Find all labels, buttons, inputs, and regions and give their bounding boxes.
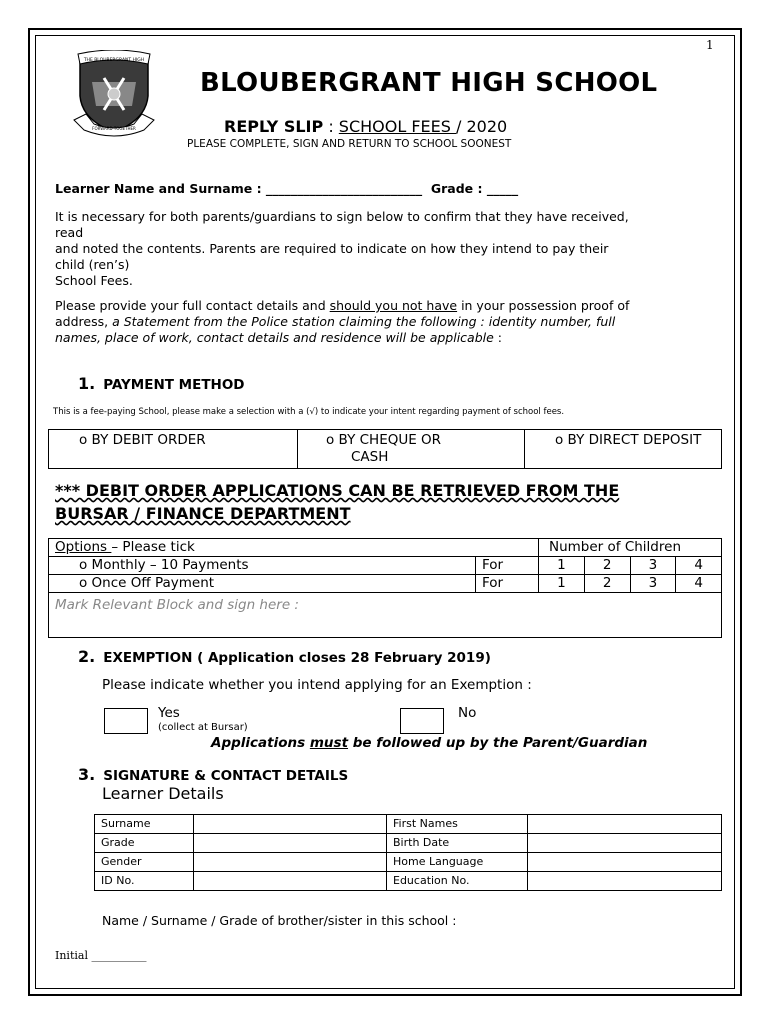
section-payment-method: 1. PAYMENT METHOD bbox=[78, 374, 245, 393]
crest-banner-bottom: FORWARD TOGETHER bbox=[92, 126, 136, 131]
once-child-4[interactable]: 4 bbox=[676, 575, 722, 593]
contact-details-paragraph: Please provide your full contact details and should you not have in your possession proof of address, a Statement from the Police station claiming the following : identity number, full names, place of work, contact details and residence will be applicable : bbox=[55, 298, 630, 345]
monthly-child-1[interactable]: 1 bbox=[539, 557, 585, 575]
for-label: For bbox=[476, 557, 539, 575]
school-crest-logo bbox=[72, 50, 156, 140]
once-off-option[interactable]: o Once Off Payment bbox=[49, 575, 476, 593]
initial-line[interactable]: Initial __________ bbox=[55, 949, 147, 962]
confirmation-paragraph: It is necessary for both parents/guardians to sign below to confirm that they have received, read and noted the contents. Parents are required to indicate on how they intend to pay their child (ren’s) School Fees. bbox=[55, 209, 629, 288]
surname-field[interactable] bbox=[194, 815, 387, 834]
for-label: For bbox=[476, 575, 539, 593]
first-names-field[interactable] bbox=[528, 815, 722, 834]
home-language-label: Home Language bbox=[387, 853, 528, 872]
education-no-field[interactable] bbox=[528, 872, 722, 891]
options-header: Options – Please tick bbox=[49, 539, 539, 557]
learner-name-grade-line[interactable]: Learner Name and Surname : _________________________ Grade : _____ bbox=[55, 181, 519, 196]
once-child-3[interactable]: 3 bbox=[630, 575, 676, 593]
learner-details-table bbox=[94, 814, 722, 891]
id-no-field[interactable] bbox=[194, 872, 387, 891]
crest-banner-top: THE BLOUBERGRANT HIGH bbox=[83, 58, 145, 63]
id-no-label: ID No. bbox=[95, 872, 194, 891]
collect-note: (collect at Bursar) bbox=[158, 722, 248, 733]
debit-order-warning: *** DEBIT ORDER APPLICATIONS CAN BE RETRIEVED FROM THE BURSAR / FINANCE DEPARTMENT bbox=[55, 481, 620, 523]
yes-label: Yes bbox=[158, 705, 180, 721]
gender-field[interactable] bbox=[194, 853, 387, 872]
exemption-question: Please indicate whether you intend applying for an Exemption : bbox=[102, 677, 532, 693]
no-checkbox[interactable] bbox=[400, 708, 444, 734]
no-label: No bbox=[458, 705, 477, 721]
once-child-2[interactable]: 2 bbox=[584, 575, 630, 593]
applications-note: Applications must be followed up by the Parent/Guardian bbox=[211, 735, 648, 751]
reply-slip-title: REPLY SLIP : SCHOOL FEES / 2020 bbox=[224, 117, 508, 136]
birth-date-label: Birth Date bbox=[387, 834, 528, 853]
monthly-child-2[interactable]: 2 bbox=[584, 557, 630, 575]
monthly-child-4[interactable]: 4 bbox=[676, 557, 722, 575]
grade-field[interactable] bbox=[194, 834, 387, 853]
signature-block[interactable]: Mark Relevant Block and sign here : bbox=[49, 593, 722, 638]
option-cheque-cash[interactable]: o BY CHEQUE OR CASH bbox=[298, 430, 525, 469]
page-number: 1 bbox=[706, 38, 714, 52]
birth-date-field[interactable] bbox=[528, 834, 722, 853]
monthly-option[interactable]: o Monthly – 10 Payments bbox=[49, 557, 476, 575]
section-exemption: 2. EXEMPTION ( Application closes 28 February 2019) bbox=[78, 647, 491, 666]
yes-checkbox[interactable] bbox=[104, 708, 148, 734]
options-table bbox=[48, 538, 722, 638]
monthly-child-3[interactable]: 3 bbox=[630, 557, 676, 575]
surname-label: Surname bbox=[95, 815, 194, 834]
instruction-text: PLEASE COMPLETE, SIGN AND RETURN TO SCHOOL SOONEST bbox=[187, 138, 512, 150]
learner-details-heading: Learner Details bbox=[102, 784, 224, 803]
once-child-1[interactable]: 1 bbox=[539, 575, 585, 593]
school-name: BLOUBERGRANT HIGH SCHOOL bbox=[200, 68, 658, 98]
option-debit-order[interactable]: o BY DEBIT ORDER bbox=[49, 430, 298, 469]
fee-note: This is a fee-paying School, please make a selection with a (√) to indicate your intent regarding payment of school fees. bbox=[53, 407, 565, 417]
payment-method-table bbox=[48, 429, 722, 469]
education-no-label: Education No. bbox=[387, 872, 528, 891]
gender-label: Gender bbox=[95, 853, 194, 872]
first-names-label: First Names bbox=[387, 815, 528, 834]
section-signature-contact: 3. SIGNATURE & CONTACT DETAILS bbox=[78, 765, 349, 784]
children-header: Number of Children bbox=[539, 539, 722, 557]
option-direct-deposit[interactable]: o BY DIRECT DEPOSIT bbox=[525, 430, 722, 469]
home-language-field[interactable] bbox=[528, 853, 722, 872]
sibling-line[interactable]: Name / Surname / Grade of brother/sister in this school : bbox=[102, 913, 457, 928]
grade-label: Grade bbox=[95, 834, 194, 853]
